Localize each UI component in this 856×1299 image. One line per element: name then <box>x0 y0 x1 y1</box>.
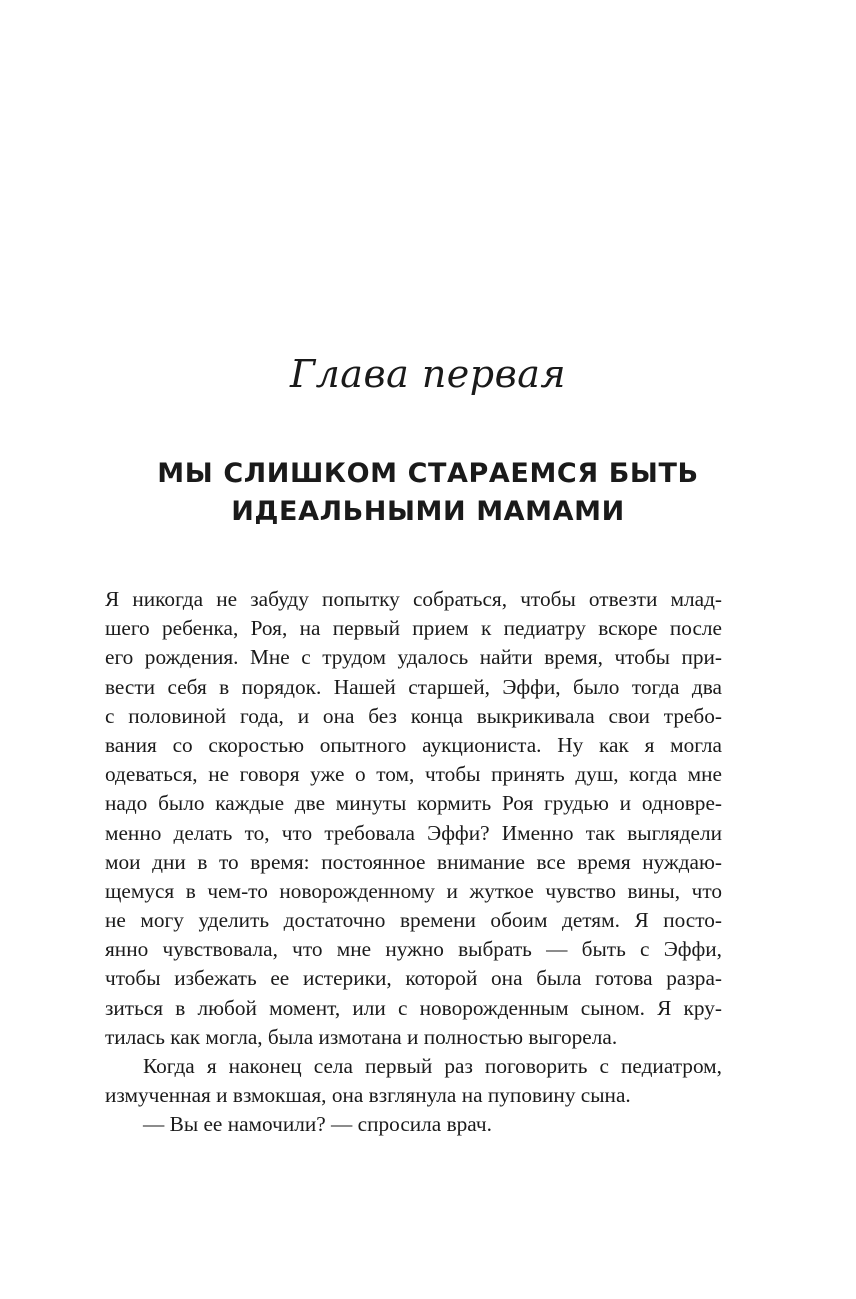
text-line: вания со скоростью опытного аукциониста. Ну как я могла <box>105 732 722 757</box>
text-line: — Вы ее намочили? — спросила врач. <box>143 1112 492 1137</box>
text-line: с половиной года, и она без конца выкрикивала свои требо- <box>105 703 722 728</box>
text-line: зиться в любой момент, или с новорожденным сыном. Я кру- <box>105 995 722 1020</box>
chapter-label: Глава первая <box>289 352 567 396</box>
text-line: чтобы избежать ее истерики, которой она была готова разра- <box>105 966 722 991</box>
text-line: янно чувствовала, что мне нужно выбрать — быть с Эффи, <box>105 937 722 962</box>
text-line: Я никогда не забуду попытку собраться, чтобы отвезти млад- <box>105 587 722 611</box>
chapter-title-line: МЫ СЛИШКОМ СТАРАЕМСЯ БЫТЬ <box>157 458 699 489</box>
text-line: мои дни в то время: постоянное внимание все время нуждаю- <box>105 849 722 874</box>
text-line: щемуся в чем-то новорожденному и жуткое чувство вины, что <box>105 878 722 903</box>
paragraph <box>105 585 722 1052</box>
text-line: вести себя в порядок. Нашей старшей, Эффи, было тогда два <box>105 674 722 699</box>
chapter-title-line: ИДЕАЛЬНЫМИ МАМАМИ <box>231 496 625 527</box>
text-line: его рождения. Мне с трудом удалось найти время, чтобы при- <box>105 645 722 670</box>
text-line: одеваться, не говоря уже о том, чтобы принять душ, когда мне <box>105 762 722 787</box>
chapter-title <box>0 455 856 531</box>
paragraph <box>105 1110 722 1139</box>
text-line: менно делать то, что требовала Эффи? Именно так выглядели <box>105 820 722 845</box>
text-line: шего ребенка, Роя, на первый прием к педиатру вскоре после <box>105 616 722 641</box>
text-line: Когда я наконец села первый раз поговорить с педиатром, <box>143 1054 722 1078</box>
paragraph <box>105 1052 722 1110</box>
text-line: не могу уделить достаточно времени обоим детям. Я посто- <box>105 908 722 933</box>
text-line: тилась как могла, была измотана и полностью выгорела. <box>105 1024 618 1049</box>
body-text <box>105 585 722 1140</box>
text-line: надо было каждые две минуты кормить Роя грудью и одновре- <box>105 791 722 816</box>
text-line: измученная и взмокшая, она взглянула на пуповину сына. <box>105 1083 631 1108</box>
